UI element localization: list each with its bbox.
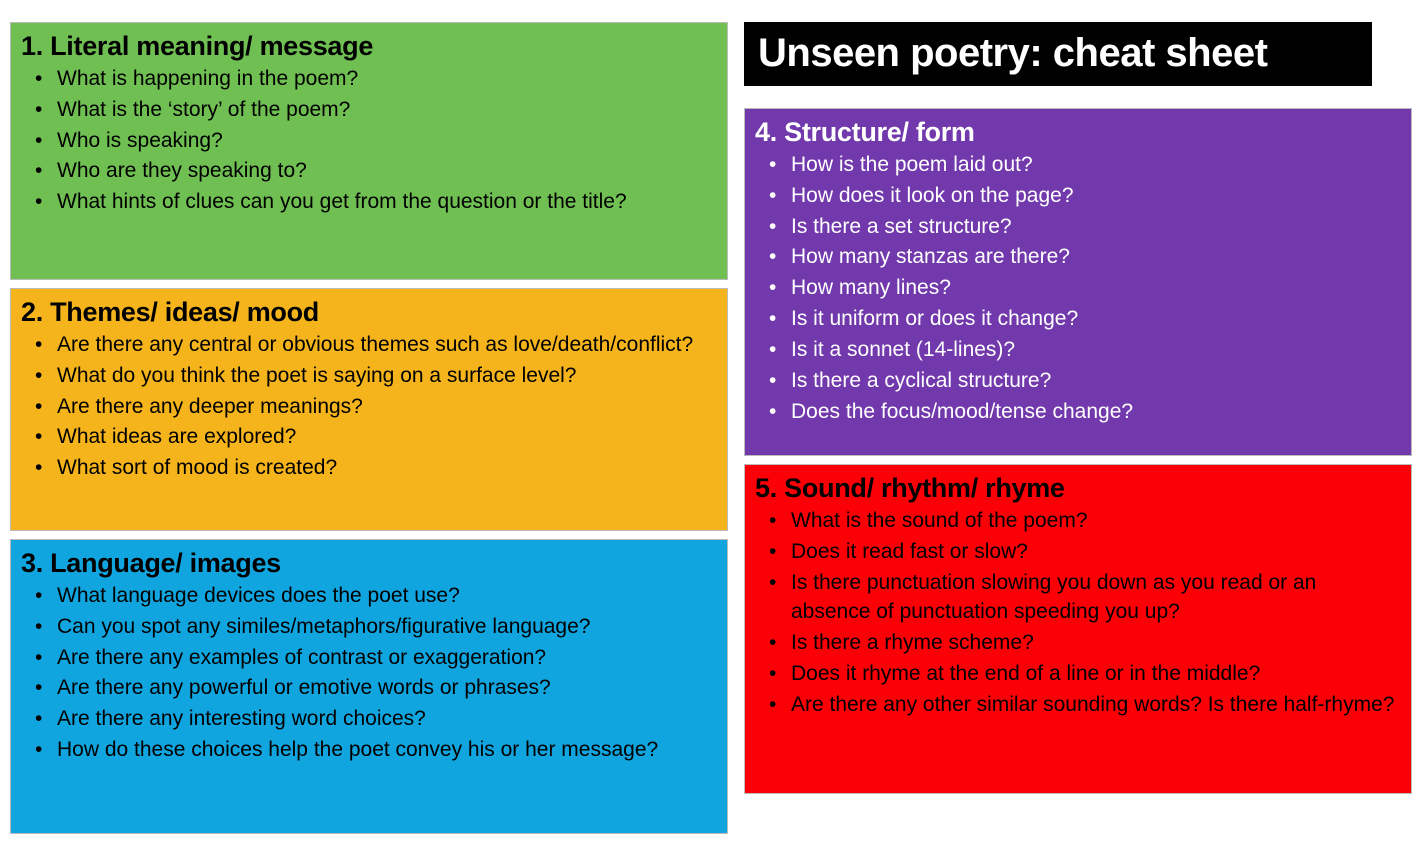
- card-heading: 5. Sound/ rhythm/ rhyme: [755, 473, 1065, 503]
- list-item: [755, 242, 1401, 272]
- bullet-icon: •: [769, 399, 777, 423]
- bullet-icon: •: [35, 707, 43, 731]
- list-item: [21, 453, 717, 483]
- list-item-text: Does it read fast or slow?: [791, 539, 1028, 563]
- card-question-list: [21, 581, 717, 765]
- card-literal-meaning: [10, 22, 728, 280]
- list-item: [21, 422, 717, 452]
- list-item: [755, 304, 1401, 334]
- card-language-images: [10, 539, 728, 834]
- bullet-icon: •: [769, 539, 777, 563]
- list-item-text: How many lines?: [791, 276, 951, 300]
- list-item-text: What sort of mood is created?: [57, 456, 338, 480]
- list-item-text: Is there punctuation slowing you down as you read or an absence of punctuation speeding you up?: [791, 570, 1317, 624]
- list-item-text: Who are they speaking to?: [57, 159, 307, 183]
- bullet-icon: •: [35, 190, 43, 214]
- card-question-list: [21, 64, 717, 217]
- list-item: [755, 397, 1401, 427]
- card-question-list: [21, 330, 717, 483]
- list-item-text: Is it uniform or does it change?: [791, 307, 1079, 331]
- list-item: [755, 366, 1401, 396]
- right-column: [744, 22, 1412, 802]
- list-item-text: What is happening in the poem?: [57, 67, 359, 91]
- list-item: [21, 361, 717, 391]
- page-title: Unseen poetry: cheat sheet: [744, 22, 1372, 86]
- card-structure-form: [744, 108, 1412, 456]
- list-item-text: How does it look on the page?: [791, 183, 1074, 207]
- list-item: [755, 212, 1401, 242]
- list-item-text: What is the sound of the poem?: [791, 509, 1088, 533]
- bullet-icon: •: [769, 245, 777, 269]
- list-item: [21, 643, 717, 673]
- list-item: [755, 659, 1401, 689]
- list-item: [21, 187, 717, 217]
- list-item-text: What hints of clues can you get from the question or the title?: [57, 190, 627, 214]
- left-column: [10, 22, 728, 842]
- list-item-text: Can you spot any similes/metaphors/figurative language?: [57, 614, 591, 638]
- card-themes-ideas-mood: [10, 288, 728, 531]
- bullet-icon: •: [35, 425, 43, 449]
- list-item: [21, 126, 717, 156]
- bullet-icon: •: [769, 662, 777, 686]
- card-heading: 3. Language/ images: [21, 548, 281, 578]
- list-item: [21, 735, 717, 765]
- bullet-icon: •: [35, 128, 43, 152]
- bullet-icon: •: [769, 307, 777, 331]
- list-item: [21, 330, 717, 360]
- list-item: [755, 150, 1401, 180]
- list-item-text: Are there any interesting word choices?: [57, 707, 426, 731]
- card-question-list: [755, 150, 1401, 426]
- list-item-text: Are there any deeper meanings?: [57, 394, 363, 418]
- list-item-text: Is it a sonnet (14-lines)?: [791, 337, 1016, 361]
- list-item-text: Are there any examples of contrast or exaggeration?: [57, 645, 547, 669]
- card-heading: 2. Themes/ ideas/ mood: [21, 297, 319, 327]
- bullet-icon: •: [35, 97, 43, 121]
- list-item: [21, 704, 717, 734]
- list-item: [21, 64, 717, 94]
- bullet-icon: •: [769, 276, 777, 300]
- bullet-icon: •: [35, 159, 43, 183]
- bullet-icon: •: [769, 631, 777, 655]
- bullet-icon: •: [35, 363, 43, 387]
- list-item-text: Is there a cyclical structure?: [791, 368, 1052, 392]
- bullet-icon: •: [769, 570, 777, 594]
- card-heading: 4. Structure/ form: [755, 117, 975, 147]
- list-item: [755, 181, 1401, 211]
- card-question-list: [755, 506, 1401, 720]
- card-heading: 1. Literal meaning/ message: [21, 31, 374, 61]
- list-item-text: Does it rhyme at the end of a line or in the middle?: [791, 662, 1261, 686]
- bullet-icon: •: [769, 368, 777, 392]
- list-item-text: Are there any central or obvious themes such as love/death/conflict?: [57, 333, 694, 357]
- bullet-icon: •: [35, 584, 43, 608]
- list-item-text: Are there any other similar sounding words? Is there half-rhyme?: [791, 692, 1395, 716]
- list-item: [21, 581, 717, 611]
- list-item-text: How many stanzas are there?: [791, 245, 1070, 269]
- list-item-text: How is the poem laid out?: [791, 153, 1033, 177]
- card-sound-rhythm-rhyme: [744, 464, 1412, 794]
- bullet-icon: •: [769, 692, 777, 716]
- list-item: [755, 690, 1401, 720]
- bullet-icon: •: [35, 394, 43, 418]
- bullet-icon: •: [35, 333, 43, 357]
- list-item-text: Who is speaking?: [57, 128, 223, 152]
- bullet-icon: •: [35, 614, 43, 638]
- bullet-icon: •: [769, 153, 777, 177]
- list-item-text: How do these choices help the poet convey his or her message?: [57, 738, 659, 762]
- list-item-text: What ideas are explored?: [57, 425, 297, 449]
- list-item: [755, 335, 1401, 365]
- list-item: [21, 392, 717, 422]
- list-item: [755, 537, 1401, 567]
- list-item-text: Is there a rhyme scheme?: [791, 631, 1034, 655]
- list-item: [755, 628, 1401, 658]
- list-item-text: Is there a set structure?: [791, 214, 1012, 238]
- list-item: [21, 673, 717, 703]
- list-item: [755, 506, 1401, 536]
- bullet-icon: •: [35, 738, 43, 762]
- bullet-icon: •: [35, 676, 43, 700]
- list-item-text: What language devices does the poet use?: [57, 584, 460, 608]
- list-item: [21, 612, 717, 642]
- bullet-icon: •: [35, 67, 43, 91]
- list-item: [21, 95, 717, 125]
- list-item: [755, 568, 1401, 628]
- bullet-icon: •: [35, 645, 43, 669]
- bullet-icon: •: [769, 214, 777, 238]
- bullet-icon: •: [769, 183, 777, 207]
- bullet-icon: •: [769, 337, 777, 361]
- bullet-icon: •: [35, 456, 43, 480]
- list-item: [21, 156, 717, 186]
- list-item-text: Are there any powerful or emotive words or phrases?: [57, 676, 551, 700]
- list-item-text: What is the ‘story’ of the poem?: [57, 97, 351, 121]
- list-item-text: What do you think the poet is saying on a surface level?: [57, 363, 577, 387]
- bullet-icon: •: [769, 509, 777, 533]
- list-item: [755, 273, 1401, 303]
- list-item-text: Does the focus/mood/tense change?: [791, 399, 1134, 423]
